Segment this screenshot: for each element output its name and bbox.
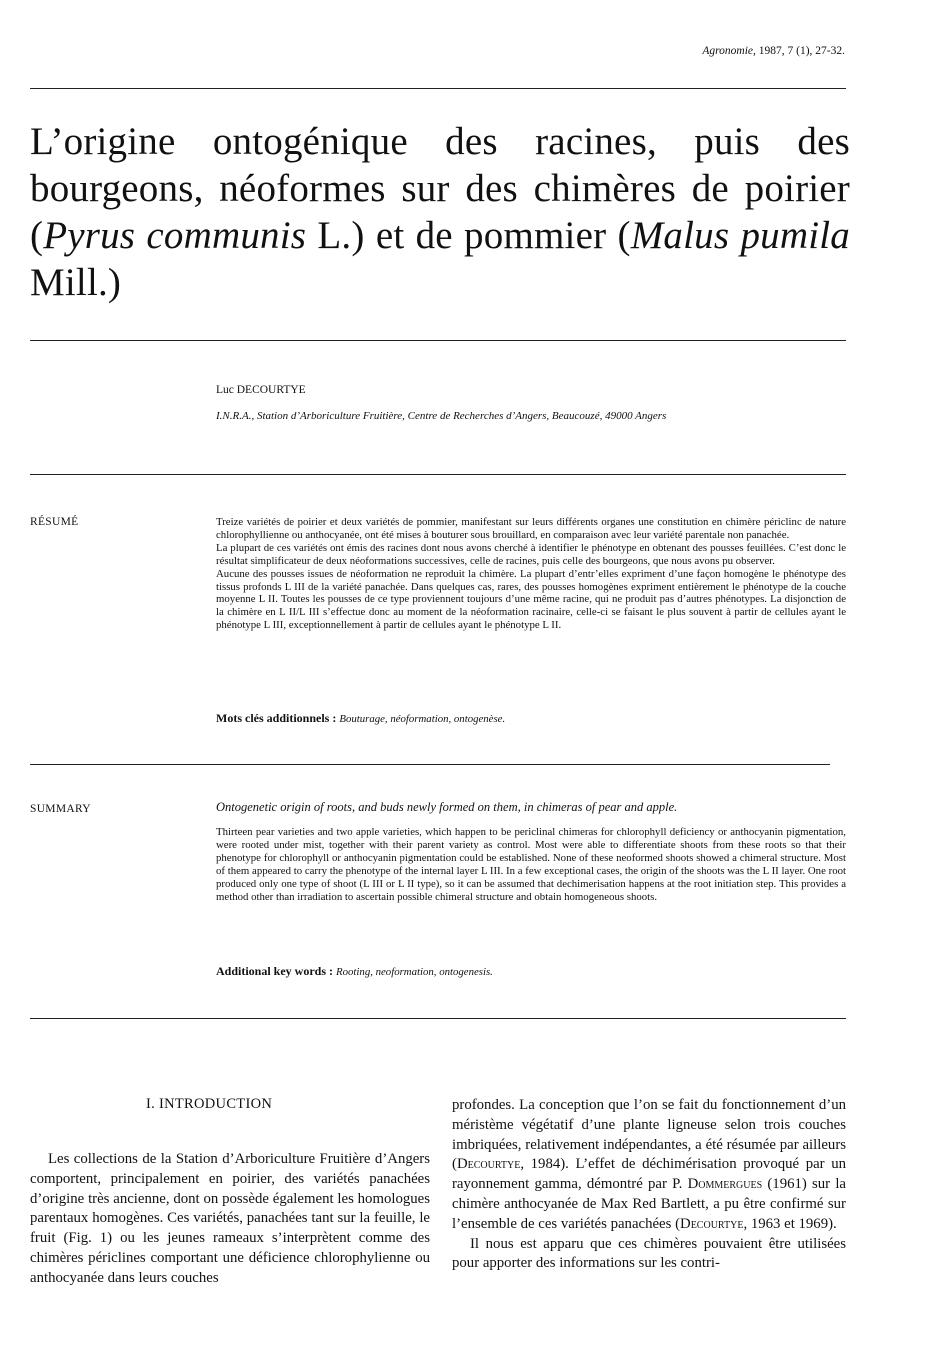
section-heading-introduction: I. INTRODUCTION [146,1096,273,1112]
citation-decourtye-1984: Decourtye [456,1156,521,1173]
species-malus: Malus pumila [630,214,850,257]
resume-keywords-list: Bouturage, néoformation, ontogenèse. [339,713,506,725]
resume-rule [30,764,830,765]
citation-decourtye-1963: Decourtye [680,1215,744,1232]
summary-body [216,826,846,903]
journal-name: Agronomie, [702,45,756,57]
paper-title: L’origine ontogénique des racines, puis des bourgeons, néoformes sur des chimères de poirier (Pyrus communis L.) et de pommier (Malus pumila Mill.) [30,120,850,304]
resume-paragraph: Aucune des pousses issues de néoformation ne reproduit la chimère. La plupart d’entr’elles expriment d’une façon homogène le phénotype des tissus profonds L III de la variété panachée. Dans quelques cas, rares, des pousses homogènes expriment entièrement le phénotype de la couche moyenne L II. Toutes les pousses de ce type proviennent toujours d’une même racine, qui ne produit pas d’autres phénotypes. La disjonction de la chimère en L II/L III s’effectue donc au moment de la néoformation racinaire, celle-ci se faisant le plus souvent à partir de cellules ayant le phénotype L III, exceptionnellement à partir de cellules ayant le phénotype L II. [216,567,846,632]
intro-right-column [452,1096,846,1274]
resume-paragraph: La plupart de ces variétés ont émis des racines dont nous avons cherché à identifier le phénotype en obtenant des pousses feuillées. C’est donc le résultat simplificateur de deux néoformations successives, celle de racines, puis celle des bourgeons, que nous avons pu observer. [216,541,846,567]
summary-keywords [216,964,493,979]
resume-body [216,516,846,632]
resume-paragraph: Treize variétés de poirier et deux variétés de pommier, manifestant sur leurs différents organes une constitution en chimère périclinc de nature chlorophyllienne ou anthocyanée, ont été mises à bouturer sous brouillard, en comparaison avec leur variété parentale non panachée. [216,516,846,541]
summary-title: Ontogenetic origin of roots, and buds newly formed on them, in chimeras of pear and apple. [216,800,678,814]
summary-paragraph: Thirteen pear varieties and two apple varieties, which happen to be periclinal chimeras for chlorophyll deficiency or anthocyanin pigmentation, were rooted under mist, together with their parent variety as control. Most were able to differentiate shoots from these roots so that their phenotype for chlorophyll or anthocyanin pigmentation could be established. None of these neoformed shoots showed a chimeral structure. Most of them appeared to carry the phenotype of the internal layer L III. In a few exceptional cases, the origin of the shoots was the L II layer. One root produced only one type of shoot (L III or L II type), so it can be assumed that dechimerisation happens at the root initiation step. This provides a method other than irradiation to ascertain possible chimeral structure and obtain homogeneous shoots. [216,826,846,903]
citation-dommergues: Dommergues [687,1176,763,1193]
author-name: Luc DECOURTYE [216,384,306,396]
journal-reference [702,45,845,57]
header-rule [30,88,846,89]
intro-paragraph: Les collections de la Station d’Arboriculture Fruitière d’Angers comportent, principalement en poirier, des variétés panachées d’origine très ancienne, dont on possède également les homologues parentaux homogènes. Ces variétés, panachées tant sur la feuille, le fruit (Fig. 1) ou les jeunes rameaux s’interprètent comme des chimères périclines comportant une déficience chlorophylienne ou anthocyanée dans leurs couches [30,1151,430,1286]
species-pyrus: Pyrus communis [43,214,307,257]
intro-paragraph-continued: profondes. La conception que l’on se fait du fonctionnement d’un méristème végétatif d’une plante ligneuse selon trois couches imbriquées, relativement indépendantes, a été résumée par ailleurs (Decourtye, 1984). L’effet de déchimérisation provoqué par un rayonnement gamma, démontré par P. Dommergues (1961) sur la chimère anthocyanée de Max Red Bartlett, a pu être confirmé sur l’ensemble de ces variétés panachées (Decourtye, 1963 et 1969). [452,1097,846,1232]
intro-left-column [30,1150,430,1289]
author-rule [30,474,846,475]
journal-citation: 1987, 7 (1), 27-32. [758,45,845,57]
resume-keywords [216,711,505,726]
summary-label: SUMMARY [30,803,91,815]
summary-keywords-label: Additional key words : [216,964,334,978]
resume-keywords-label: Mots clés additionnels : [216,711,337,725]
resume-label: RÉSUMÉ [30,516,79,528]
summary-keywords-list: Rooting, neoformation, ontogenesis. [336,966,493,978]
author-affiliation: I.N.R.A., Station d’Arboriculture Fruitière, Centre de Recherches d’Angers, Beaucouzé, 49000 Angers [216,410,667,422]
title-rule [30,340,846,341]
intro-paragraph: Il nous est apparu que ces chimères pouvaient être utilisées pour apporter des informations sur les contri- [452,1235,846,1272]
summary-rule [30,1018,846,1019]
